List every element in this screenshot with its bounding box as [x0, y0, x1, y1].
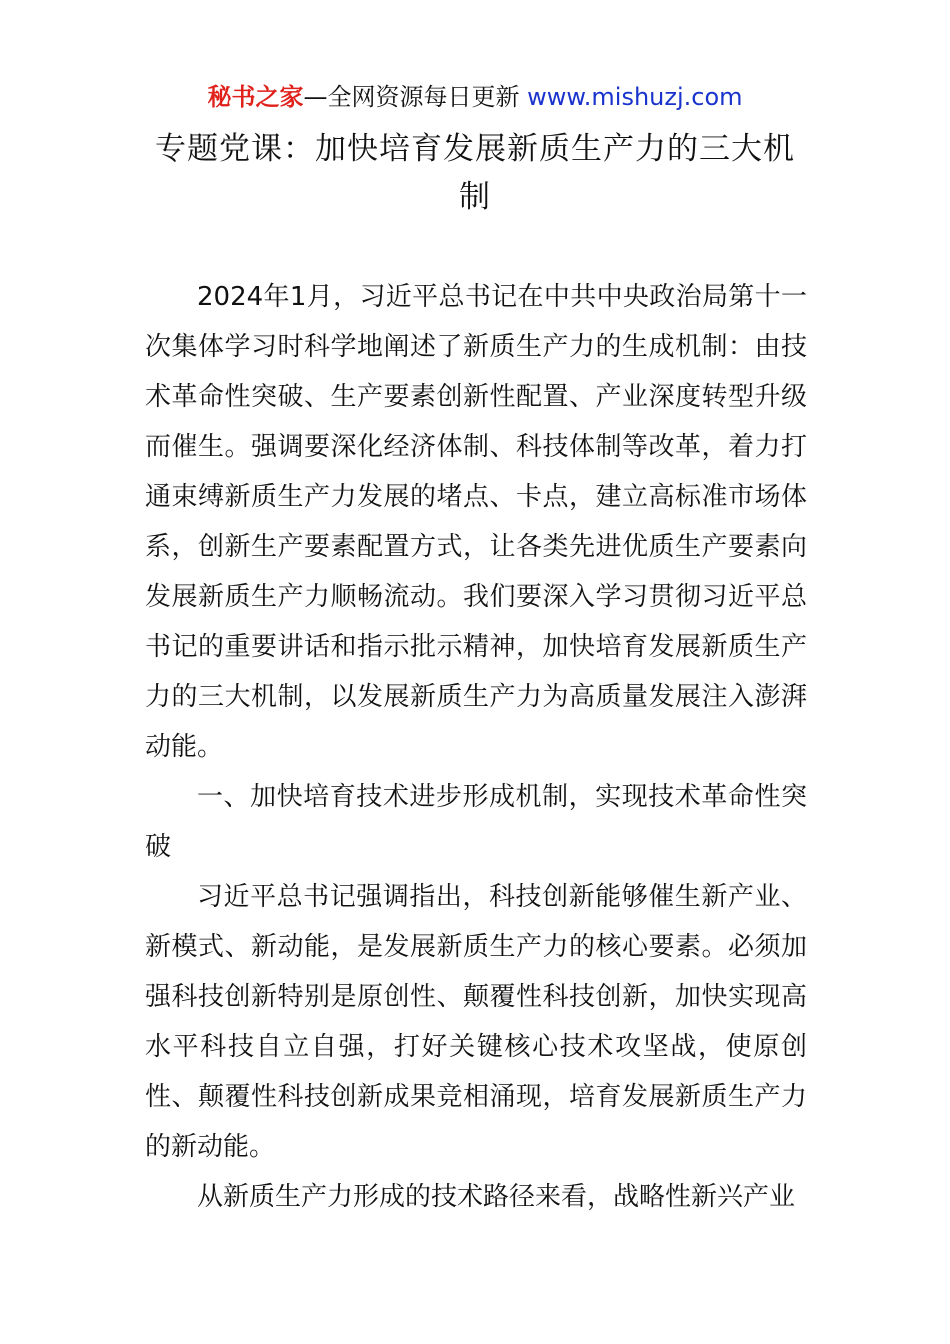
- document-title: 专题党课：加快培育发展新质生产力的三大机制: [155, 131, 795, 215]
- section-heading-1: 一、加快培育技术进步形成机制，实现技术革命性突破: [145, 782, 807, 862]
- paragraph-intro: 2024年1月，习近平总书记在中共中央政治局第十一次集体学习时科学地阐述了新质生产力的生成机制：由技术革命性突破、生产要素创新性配置、产业深度转型升级而催生。强调要深化经济体制、科技体制等改革，着力打通束缚新质生产力发展的堵点、卡点，建立高标准市场体系，创新生产要素配置方式，让各类先进优质生产要素向发展新质生产力顺畅流动。我们要深入学习贯彻习近平总书记的重要讲话和指示批示精神，加快培育发展新质生产力的三大机制，以发展新质生产力为高质量发展注入澎湃动能。: [145, 282, 807, 762]
- document-body: [145, 272, 807, 1222]
- paragraph-section-1-continued: 从新质生产力形成的技术路径来看，战略性新兴产业: [197, 1182, 796, 1212]
- site-url-link[interactable]: www.mishuzj.com: [527, 83, 743, 111]
- paragraph-section-1: 习近平总书记强调指出，科技创新能够催生新产业、新模式、新动能，是发展新质生产力的核心要素。必须加强科技创新特别是原创性、颠覆性科技创新，加快实现高水平科技自立自强，打好关键核心技术攻坚战，使原创性、颠覆性科技创新成果竞相涌现，培育发展新质生产力的新动能。: [145, 882, 807, 1162]
- header-slogan: —全网资源每日更新: [303, 83, 520, 111]
- site-header: [0, 80, 950, 114]
- brand-name: 秘书之家: [207, 83, 304, 111]
